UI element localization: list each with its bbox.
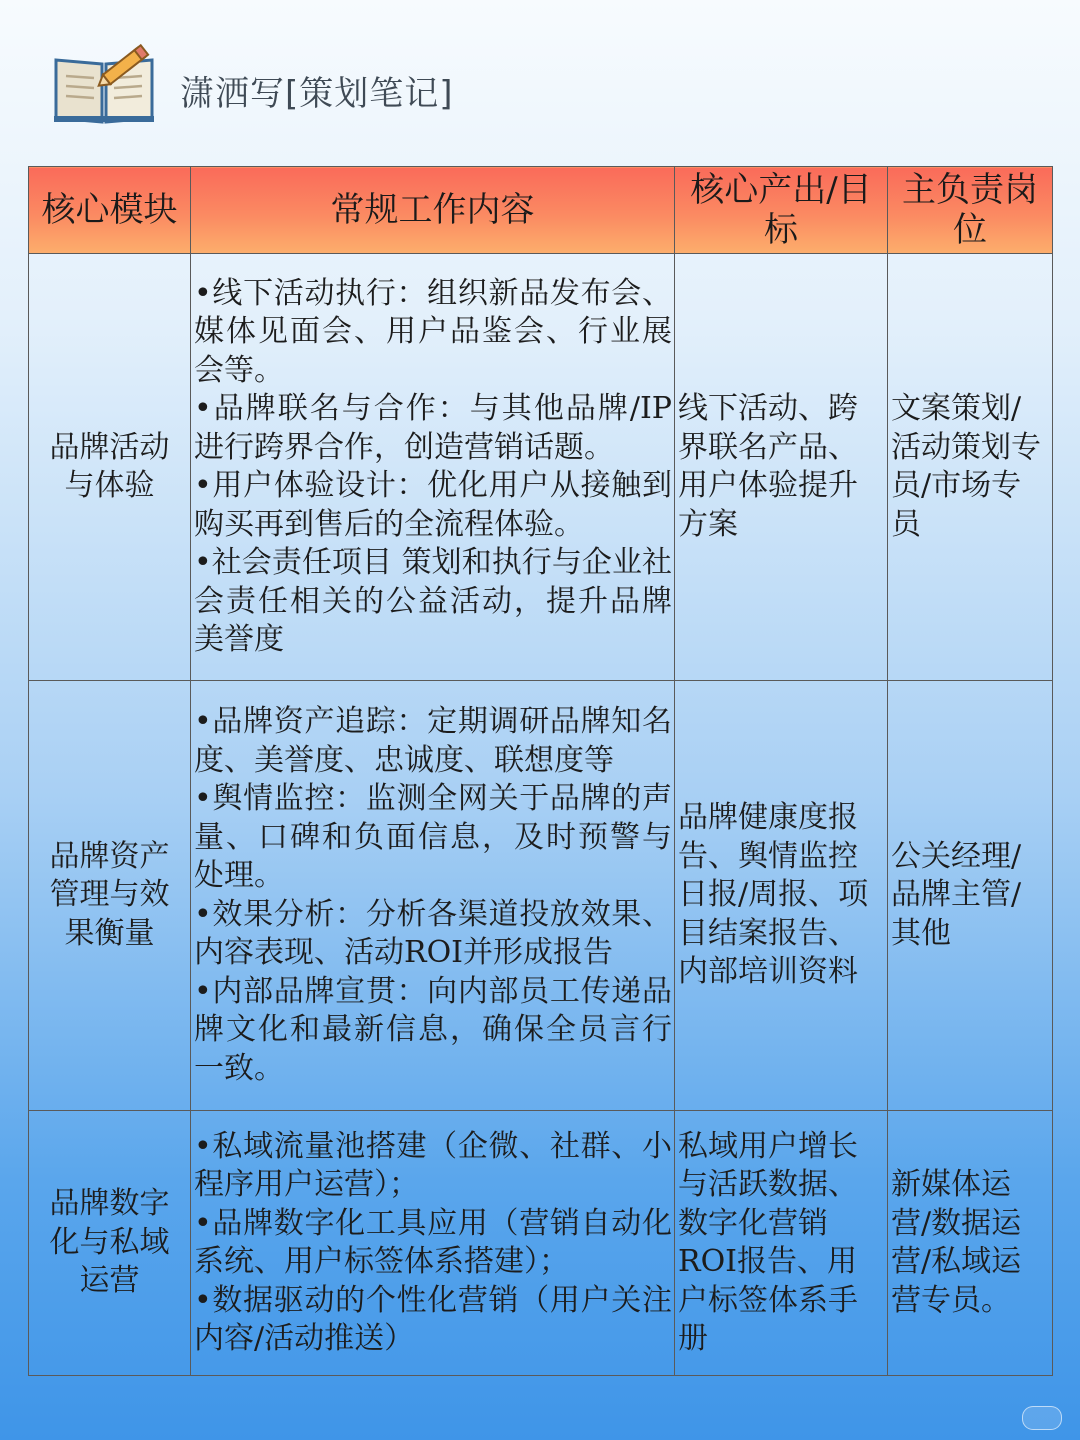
header-role: 主负责岗位 xyxy=(888,167,1053,254)
role-cell: 公关经理/品牌主管/其他 xyxy=(888,681,1053,1111)
watermark-badge xyxy=(1022,1406,1062,1430)
role-table xyxy=(28,166,1053,1376)
header-content: 常规工作内容 xyxy=(191,167,675,254)
content-item: •内部品牌宣贯：向内部员工传递品牌文化和最新信息，确保全员言行一致。 xyxy=(194,973,672,1086)
module-cell: 品牌数字化与私域运营 xyxy=(29,1111,191,1376)
role-cell: 新媒体运营/数据运营/私域运营专员。 xyxy=(888,1111,1053,1376)
content-item: •品牌联名与合作：与其他品牌/IP进行跨界合作，创造营销话题。 xyxy=(194,391,672,465)
content-item: •社会责任项目 策划和执行与企业社会责任相关的公益活动，提升品牌美誉度 xyxy=(194,545,672,657)
content-item: •舆情监控：监测全网关于品牌的声量、口碑和负面信息，及时预警与处理。 xyxy=(194,781,672,893)
content-item: •用户体验设计：优化用户从接触到购买再到售后的全流程体验。 xyxy=(194,468,672,542)
content-cell xyxy=(191,1111,675,1376)
content-cell xyxy=(191,681,675,1111)
header-module: 核心模块 xyxy=(29,167,191,254)
page-title: 潇洒写[策划笔记] xyxy=(180,74,454,114)
book-pencil-icon xyxy=(52,40,156,124)
role-cell: 文案策划/活动策划专员/市场专员 xyxy=(888,254,1053,681)
header xyxy=(52,40,652,130)
content-item: •私域流量池搭建（企微、社群、小程序用户运营）； xyxy=(194,1128,672,1202)
output-cell: 线下活动、跨界联名产品、用户体验提升方案 xyxy=(675,254,888,681)
content-item: •效果分析：分析各渠道投放效果、内容表现、活动ROI并形成报告 xyxy=(194,896,672,970)
module-cell: 品牌资产管理与效果衡量 xyxy=(29,681,191,1111)
content-cell xyxy=(191,254,675,681)
content-item: •品牌数字化工具应用（营销自动化系统、用户标签体系搭建）； xyxy=(194,1205,672,1279)
table-header-row xyxy=(29,167,1053,254)
content-item: •品牌资产追踪：定期调研品牌知名度、美誉度、忠诚度、联想度等 xyxy=(194,704,672,778)
output-cell: 品牌健康度报告、舆情监控日报/周报、项目结案报告、内部培训资料 xyxy=(675,681,888,1111)
content-item: •线下活动执行：组织新品发布会、媒体见面会、用户品鉴会、行业展会等。 xyxy=(194,275,672,388)
table-row xyxy=(29,681,1053,1111)
header-output: 核心产出/目标 xyxy=(675,167,888,254)
table-row xyxy=(29,1111,1053,1376)
module-cell: 品牌活动与体验 xyxy=(29,254,191,681)
output-cell: 私域用户增长与活跃数据、数字化营销ROI报告、用户标签体系手册 xyxy=(675,1111,888,1376)
table-row xyxy=(29,254,1053,681)
content-item: •数据驱动的个性化营销（用户关注内容/活动推送） xyxy=(194,1282,672,1356)
